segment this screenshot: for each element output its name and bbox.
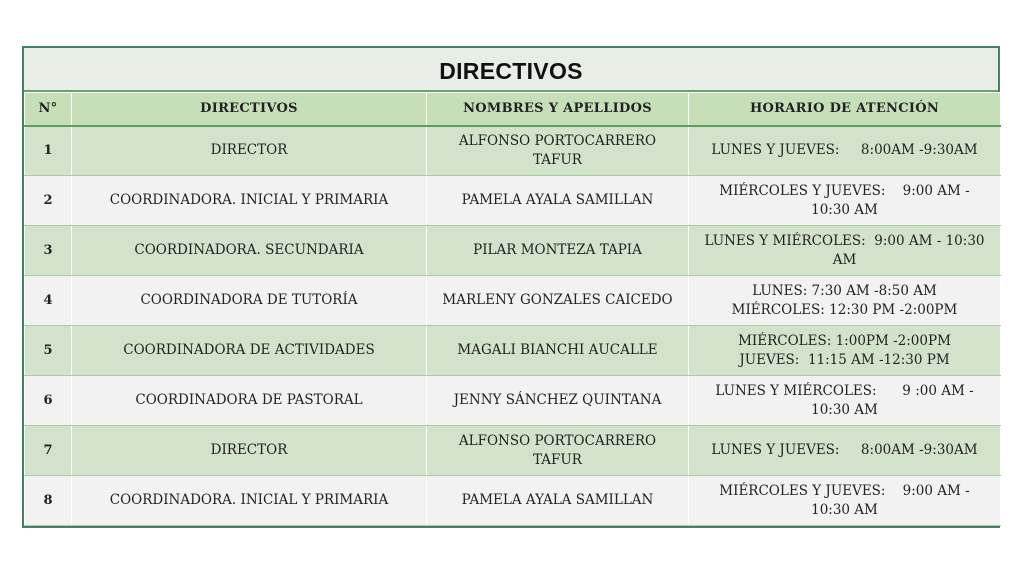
- horario-line: JUEVES: 11:15 AM -12:30 PM: [739, 351, 950, 368]
- cargo-cell: DIRECTOR: [72, 426, 427, 476]
- horario-line: LUNES Y JUEVES: 8:00AM -9:30AM: [711, 142, 978, 159]
- horario-line: LUNES Y JUEVES: 8:00AM -9:30AM: [711, 442, 978, 458]
- nombre-line: PILAR MONTEZA TAPIA: [473, 242, 642, 258]
- nombre-line: ALFONSO PORTOCARRERO: [458, 432, 657, 449]
- horario-line: MIÉRCOLES Y JUEVES: 9:00 AM -: [719, 182, 970, 199]
- table-row: [25, 376, 1001, 426]
- table-row: [25, 326, 1001, 376]
- nombre-cell: [427, 226, 689, 276]
- row-number: 8: [25, 476, 72, 526]
- header-row: [25, 92, 1001, 126]
- table-row: [25, 476, 1001, 526]
- horario-line: 10:30 AM: [811, 501, 878, 518]
- page-title: DIRECTIVOS: [439, 57, 583, 84]
- nombre-cell: [427, 326, 689, 376]
- row-number: 5: [25, 326, 72, 376]
- row-number: 2: [25, 176, 72, 226]
- horario-line: 10:30 AM: [811, 401, 878, 418]
- horario-line: LUNES Y MIÉRCOLES: 9 :00 AM -: [715, 382, 974, 399]
- nombre-cell: [427, 426, 689, 476]
- cargo-cell: COORDINADORA DE PASTORAL: [72, 376, 427, 426]
- horario-cell: [689, 476, 1001, 526]
- nombre-line: PAMELA AYALA SAMILLAN: [461, 492, 654, 508]
- table-row: [25, 276, 1001, 326]
- horario-line: LUNES Y MIÉRCOLES: 9:00 AM - 10:30: [704, 232, 985, 249]
- table-row: [25, 126, 1001, 176]
- horario-line: MIÉRCOLES Y JUEVES: 9:00 AM -: [719, 482, 970, 499]
- header-directivos: DIRECTIVOS: [72, 92, 427, 126]
- nombre-cell: [427, 126, 689, 176]
- cargo-cell: COORDINADORA DE ACTIVIDADES: [72, 326, 427, 376]
- nombre-line: TAFUR: [533, 151, 582, 168]
- table-row: [25, 226, 1001, 276]
- nombre-cell: [427, 376, 689, 426]
- header-nombres: NOMBRES Y APELLIDOS: [427, 92, 689, 126]
- table-body: [25, 126, 1001, 526]
- horario-cell: [689, 326, 1001, 376]
- directivos-table: [24, 92, 1001, 527]
- horario-line: MIÉRCOLES: 1:00PM -2:00PM: [738, 332, 951, 349]
- cargo-cell: COORDINADORA DE TUTORÍA: [72, 276, 427, 326]
- nombre-line: JENNY SÁNCHEZ QUINTANA: [453, 392, 662, 408]
- cargo-cell: COORDINADORA. SECUNDARIA: [72, 226, 427, 276]
- horario-line: AM: [832, 251, 857, 268]
- horario-line: LUNES: 7:30 AM -8:50 AM: [752, 282, 937, 299]
- row-number: 4: [25, 276, 72, 326]
- cargo-cell: COORDINADORA. INICIAL Y PRIMARIA: [72, 176, 427, 226]
- cargo-cell: DIRECTOR: [72, 126, 427, 176]
- nombre-line: MAGALI BIANCHI AUCALLE: [457, 342, 658, 358]
- directivos-table-frame: [22, 46, 1000, 528]
- nombre-line: ALFONSO PORTOCARRERO: [458, 132, 657, 149]
- horario-cell: [689, 376, 1001, 426]
- nombre-line: TAFUR: [533, 451, 582, 468]
- row-number: 6: [25, 376, 72, 426]
- row-number: 3: [25, 226, 72, 276]
- nombre-cell: [427, 176, 689, 226]
- horario-line: MIÉRCOLES: 12:30 PM -2:00PM: [731, 301, 958, 318]
- table-row: [25, 176, 1001, 226]
- horario-cell: [689, 176, 1001, 226]
- horario-cell: [689, 426, 1001, 476]
- horario-cell: [689, 226, 1001, 276]
- horario-cell: [689, 276, 1001, 326]
- header-horario: HORARIO DE ATENCIÓN: [689, 92, 1001, 126]
- nombre-line: PAMELA AYALA SAMILLAN: [461, 192, 654, 208]
- horario-line: 10:30 AM: [811, 201, 878, 218]
- nombre-cell: [427, 276, 689, 326]
- row-number: 7: [25, 426, 72, 476]
- nombre-cell: [427, 476, 689, 526]
- row-number: 1: [25, 126, 72, 176]
- title-row: [24, 48, 998, 92]
- header-num: N°: [25, 92, 72, 126]
- nombre-line: MARLENY GONZALES CAICEDO: [442, 292, 673, 308]
- cargo-cell: COORDINADORA. INICIAL Y PRIMARIA: [72, 476, 427, 526]
- horario-cell: [689, 126, 1001, 176]
- table-row: [25, 426, 1001, 476]
